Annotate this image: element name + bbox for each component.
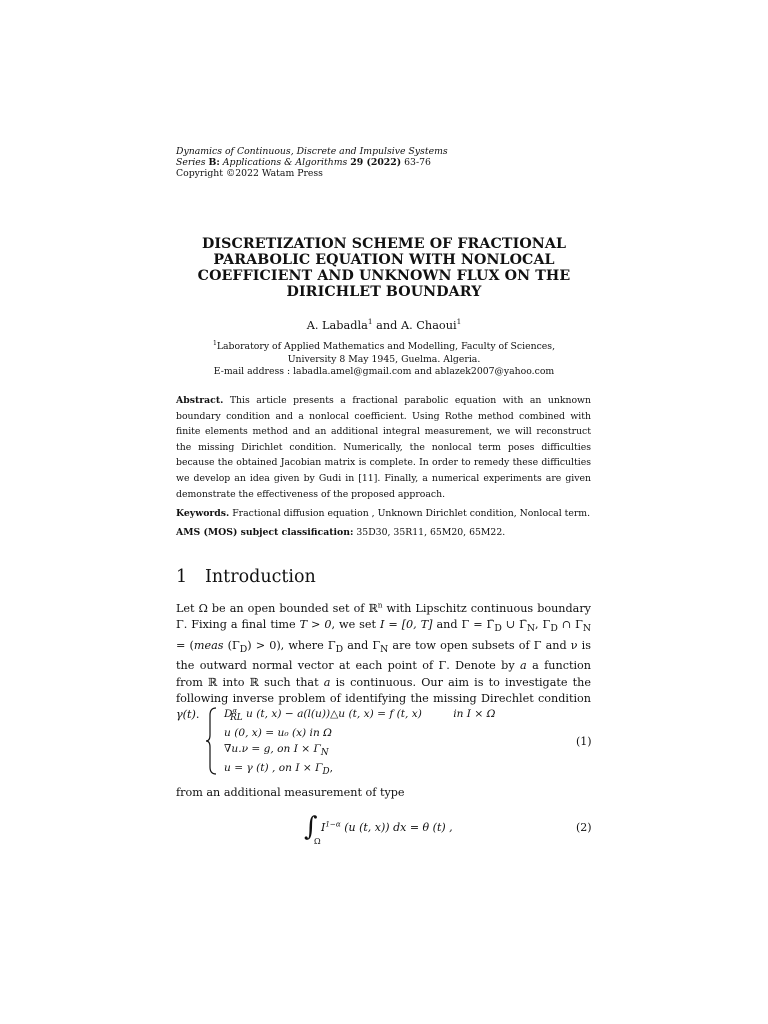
email-line: E-mail address : labadla.amel@gmail.com and ablazek2007@yahoo.com [213,366,555,377]
abstract [176,393,591,502]
section-number: 1 [176,567,188,587]
paper-title: DISCRETIZATION SCHEME OF FRACTIONAL PARABOLIC EQUATION WITH NONLOCAL COEFFICIENT AND UNKNOWN FLUX ON THE DIRICHLET BOUNDARY [197,236,571,300]
abstract-label: Abstract. [176,395,224,406]
copyright: Copyright ©2022 Watam Press [176,168,323,179]
equation-line-2: u (0, x) = u₀ (x) in Ω [224,727,332,740]
keywords: Keywords. Fractional diffusion equation , Unknown Dirichlet condition, Nonlocal term. [176,508,591,519]
equation-line-4: u = γ (t) , on $I \times \Gamma_D$, [224,762,333,778]
measurement-text: from an additional measurement of type [176,786,405,799]
left-brace [206,707,218,775]
equation-line-3: ∇u.ν = g, on $I \times \Gamma_N$ [224,742,329,758]
integral-symbol: ∫ [304,812,318,842]
abstract-text: This article presents a fractional parabolic equation with an unknown boundary condition and a nonlocal coefficient. Using Rothe method combined with finite elements method and an additional integral measurement, we will reconstruct the missing Dirichlet condition. Numerically, the nonlocal term poses difficulties because the obtained Jacobian matrix is complete. In order to remedy these difficulties we develop an idea given by Gudi in [11]. Finally, a numerical experiments are given demonstrate the effectiveness of the proposed approach. [176,395,591,500]
equation-line-1: $D^\alpha_{RL}$ u (t, x) − a(l(u))△u (t, x) = f (t, x) in I × Ω [224,706,496,724]
intro-paragraph: Let Ω be an open bounded set of ℝ$^n$ with Lipschitz continuous boundary Γ. Fixing a final time T > 0, we set I = [0, T] and $\Gamma = \Gammā_D$ ∪ $\Gammā_N$, $\Gamma_D$ ∩ $\Gamma_N$ = (meas $(\Gamma_D) > 0$), where $\Gamma_D$ and $\Gamma_N$ are tow open subsets of Γ and ν is the outward normal vector at each point of Γ. Denote by a a function from ℝ into ℝ such that a is continuous. Our aim is to investigate the following inverse problem of identifying the missing Direchlet condition γ(t). [176,600,592,722]
journal-header [176,146,448,179]
ams-classification: AMS (MOS) subject classification: 35D30, 35R11, 65M20, 65M22. [176,527,506,538]
paper-page: Dynamics of Continuous, Discrete and Impulsive Systems Series B: Applications & Algorithms 29 (2022) 63-76 Copyright ©2022 Watam Press DISCRETIZATION SCHEME OF FRACTIONAL PARABOLIC EQUATION WITH NONLOCAL COEFFICIENT AND UNKNOWN FLUX ON THE DIRICHLET BOUNDARY A. Labadla$^1$ and A. Chaoui$^1$ $^1$Laboratory of Applied Mathematics and Modelling, Faculty of Sciences, University 8 May 1945, Guelma. Algeria. E-mail address : labadla.amel@gmail.com and ablazek2007@yahoo.com Abstract. This article presents a fractional parabolic equation with an unknown boundary condition and a nonlocal coefficient. Using Rothe method combined with finite elements method and an additional integral measurement, we will reconstruct the missing Dirichlet condition. Numerically, the nonlocal term poses difficulties because the obtained Jacobian matrix is complete. In order to remedy these difficulties we develop an idea given by Gudi in [11]. Finally, a numerical experiments are given demonstrate the effectiveness of the proposed approach. Keywords. Fractional diffusion equation , Unknown Dirichlet condition, Nonlocal term. AMS (MOS) subject classification: 35D30, 35R11, 65M20, 65M22. 1 Introduction Let Ω be an open bounded set of ℝ$^n$ with Lipschitz continuous boundary Γ. Fixing a final time T > 0, we set I = [0, T] and $\Gamma = \Gammā_D$ ∪ $\Gammā_N$, $\Gamma_D$ ∩ $\Gamma_N$ = (meas $(\Gamma_D) > 0$), where $\Gamma_D$ and $\Gamma_N$ are tow open subsets of Γ and ν is the outward normal vector at each point of Γ. Denote by a a function from ℝ into ℝ such that a is continuous. Our aim is to investigate the following inverse problem of identifying the missing Direchlet condition γ(t). $D^\alpha_{RL}$ u (t, x) − a(l(u))△u (t, x) = f (t, x) in I × Ω u (0, x) = u₀ (x) in Ω ∇u.ν = g, on $I \times \Gamma_N$ u = γ (t) , on $I \times \Gamma_D$, (1) from an additional measurement of type ∫ Ω $I^{1-\alpha}$ (u (t, x)) dx = θ (t) , (2) [0,0,768,1024]
journal-series: Series B: Applications & Algorithms 29 (2022) 63-76 [176,157,431,168]
journal-name: Dynamics of Continuous, Discrete and Impulsive Systems [176,146,448,157]
equation-number-1: (1) [576,735,592,748]
authors: A. Labadla$^1$ and A. Chaoui$^1$ [306,317,462,332]
section-title: Introduction [205,567,316,587]
section-heading [176,567,316,587]
affiliation: $^1$Laboratory of Applied Mathematics and Modelling, Faculty of Sciences, University 8 May 1945, Guelma. Algeria. E-mail address : labadla.amel@gmail.com and ablazek2007@yahoo.com [0,341,768,379]
author-2: A. Chaoui [400,319,457,332]
equation-number-2: (2) [576,821,592,834]
author-1: A. Labadla [306,319,368,332]
